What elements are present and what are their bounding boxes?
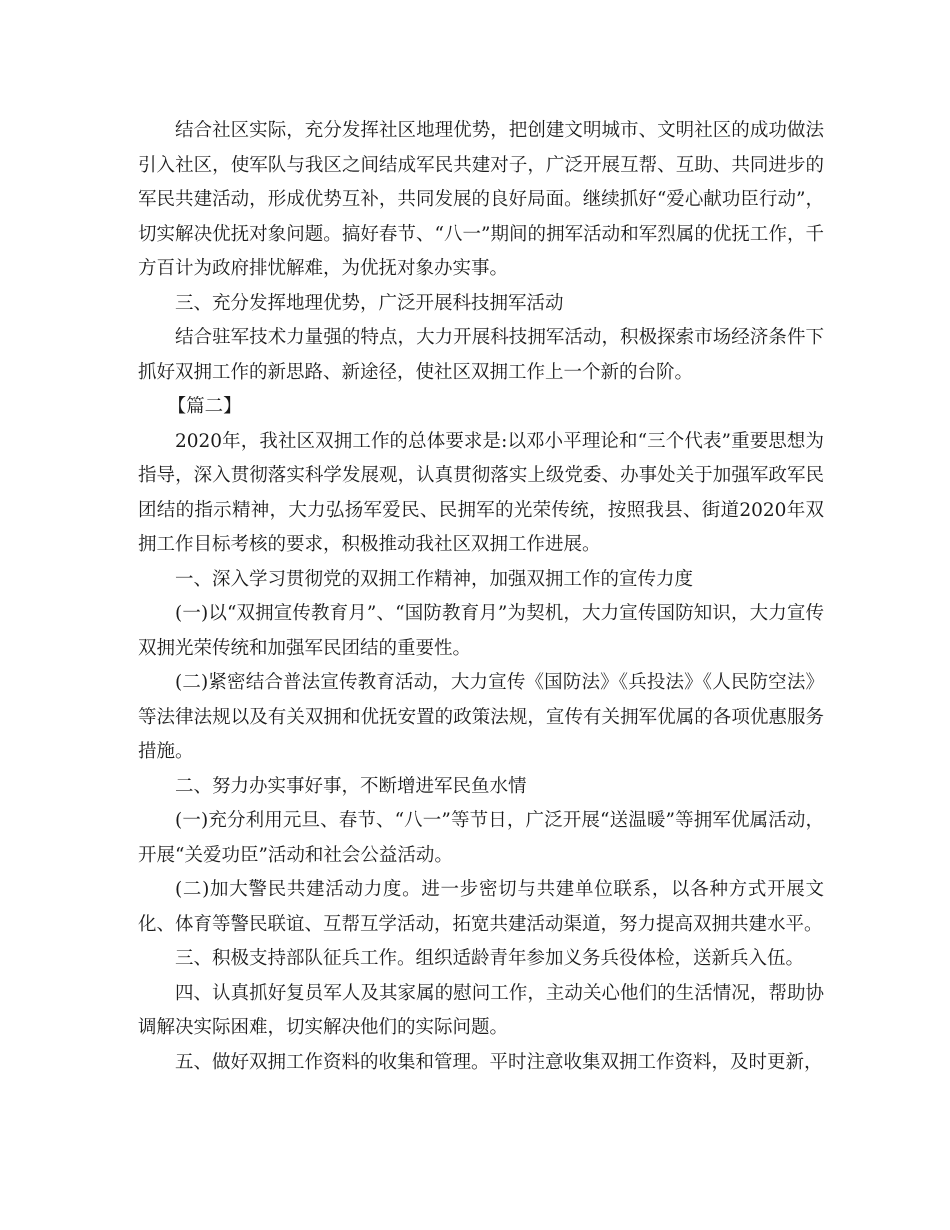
heading-tech-support-army: 三、充分发挥地理优势，广泛开展科技拥军活动 bbox=[175, 292, 564, 314]
paragraph-community-cooperation: 结合社区实际，充分发挥社区地理优势，把创建文明城市、文明社区的成功做法引入社区，使军队与我区之间结成军民共建对子，广泛开展互帮、互助、共同进步的军民共建活动，形成优势互补，共同发展的良好局面。继续抓好“爱心献功臣行动”，切实解决优抚对象问题。搞好春节、“八一”期间的拥军活动和军烈属的优抚工作，千方百计为政府排忧解难，为优抚对象办实事。 bbox=[138, 120, 824, 279]
paragraph-police-civilian: (二)加大警民共建活动力度。进一步密切与共建单位联系，以各种方式开展文化、体育等警民联谊、互帮互学活动，拓宽共建活动渠道，努力提高双拥共建水平。 bbox=[138, 879, 824, 935]
paragraph-veteran-care: 四、认真抓好复员军人及其家属的慰问工作，主动关心他们的生活情况，帮助协调解决实际困难，切实解决他们的实际问题。 bbox=[138, 982, 824, 1038]
paragraph-conscription: 三、积极支持部队征兵工作。组织适龄青年参加义务兵役体检，送新兵入伍。 bbox=[175, 948, 805, 969]
section-title-part-two: 【篇二】 bbox=[167, 396, 242, 417]
paragraph-overall-requirements: 2020年，我社区双拥工作的总体要求是:以邓小平理论和“三个代表”重要思想为指导，深入贯彻落实科学发展观，认真贯彻落实上级党委、办事处关于加强军政军民团结的指示精神，大力弘扬军爱民、民拥军的光荣传统，按照我县、街道2020年双拥工作目标考核的要求，积极推动我社区双拥工作进展。 bbox=[138, 430, 824, 555]
heading-study-spirit: 一、深入学习贯彻党的双拥工作精神，加强双拥工作的宣传力度 bbox=[175, 568, 694, 590]
paragraph-records-management: 五、做好双拥工作资料的收集和管理。平时注意收集双拥工作资料，及时更新， bbox=[175, 1051, 823, 1073]
paragraph-education-month: (一)以“双拥宣传教育月”、“国防教育月”为契机，大力宣传国防知识，大力宣传双拥光荣传统和加强军民团结的重要性。 bbox=[138, 603, 824, 659]
document-body bbox=[138, 114, 824, 1080]
paragraph-holiday-activities: (一)充分利用元旦、春节、“八一”等节日，广泛开展“送温暖”等拥军优属活动，开展“关爱功臣”活动和社会公益活动。 bbox=[138, 810, 824, 866]
paragraph-legal-publicity: (二)紧密结合普法宣传教育活动，大力宣传《国防法》《兵投法》《人民防空法》等法律法规以及有关双拥和优抚安置的政策法规，宣传有关拥军优属的各项优惠服务措施。 bbox=[138, 672, 824, 762]
paragraph-tech-support: 结合驻军技术力量强的特点，大力开展科技拥军活动，积极探索市场经济条件下抓好双拥工作的新思路、新途径，使社区双拥工作上一个新的台阶。 bbox=[138, 327, 824, 383]
heading-practical-deeds: 二、努力办实事好事，不断增进军民鱼水情 bbox=[175, 775, 527, 797]
